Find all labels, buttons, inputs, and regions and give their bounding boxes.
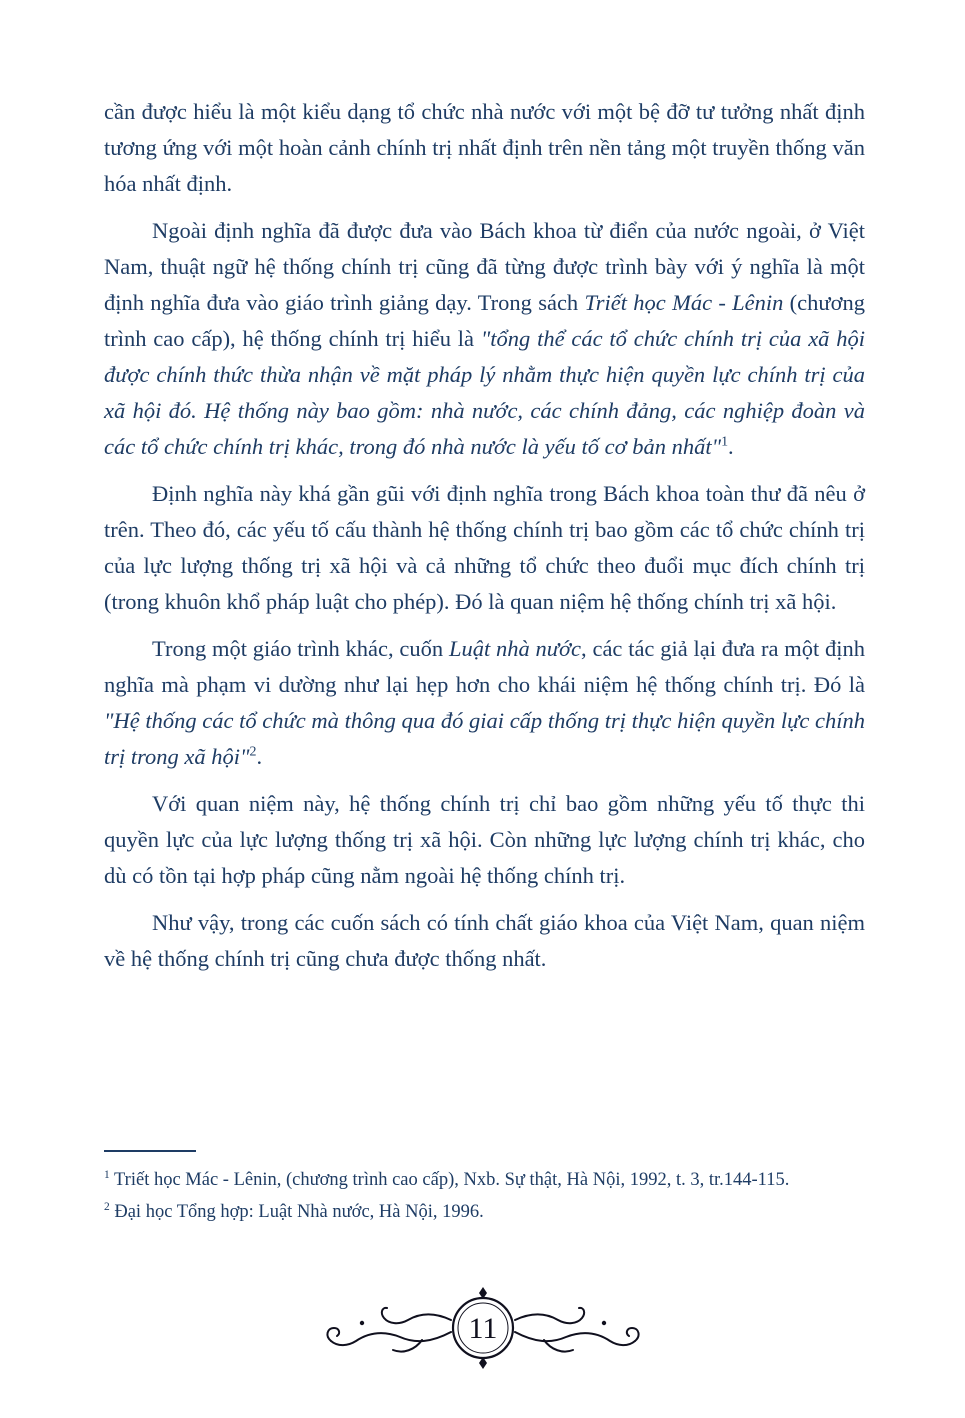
footnote-section xyxy=(104,1150,865,1230)
paragraph: Với quan niệm này, hệ thống chính trị chỉ bao gồm những yếu tố thực thi quyền lực của lực lượng thống trị xã hội. Còn những lực lượng chính trị khác, cho dù có tồn tại hợp pháp cũng nằm ngoài hệ thống chính trị. xyxy=(104,791,865,888)
body-text xyxy=(104,94,865,988)
footnote-marker: 2 xyxy=(104,1200,110,1213)
page-number: 11 xyxy=(468,1312,497,1345)
paragraph: Trong một giáo trình khác, cuốn Luật nhà nước, các tác giả lại đưa ra một định nghĩa mà phạm vi dường như lại hẹp hơn cho khái niệm hệ thống chính trị. Đó là "Hệ thống các tổ chức mà thông qua đó giai cấp thống trị thực hiện quyền lực chính trị trong xã hội"$^2$. xyxy=(104,636,865,769)
footnotes xyxy=(104,1166,865,1227)
footnote: $^1$ Triết học Mác - Lênin, (chương trình cao cấp), Nxb. Sự thật, Hà Nội, 1992, t. 3, tr.144-115. xyxy=(104,1168,790,1190)
footnote-divider xyxy=(104,1150,196,1152)
ornament-flourish xyxy=(318,1280,648,1376)
right-flourish xyxy=(515,1308,639,1352)
paragraph: Như vậy, trong các cuốn sách có tính chất giáo khoa của Việt Nam, quan niệm về hệ thống chính trị cũng chưa được thống nhất. xyxy=(104,910,865,971)
left-flourish xyxy=(327,1308,451,1352)
footnote-marker: 1 xyxy=(104,1168,110,1181)
page-footer xyxy=(0,1280,965,1376)
paragraph: Định nghĩa này khá gần gũi với định nghĩa trong Bách khoa toàn thư đã nêu ở trên. Theo đó, các yếu tố cấu thành hệ thống chính trị bao gồm các tổ chức chính trị của lực lượng thống trị xã hội và cả những tổ chức theo đuổi mục đích chính trị (trong khuôn khổ pháp luật cho phép). Đó là quan niệm hệ thống chính trị xã hội. xyxy=(104,481,865,614)
footnote: $^2$ Đại học Tổng hợp: Luật Nhà nước, Hà Nội, 1996. xyxy=(104,1200,484,1222)
paragraph: cần được hiểu là một kiểu dạng tổ chức nhà nước với một bệ đỡ tư tưởng nhất định tương ứng với một hoàn cảnh chính trị nhất định trên nền tảng một truyền thống văn hóa nhất định. xyxy=(104,99,865,196)
paragraph: Ngoài định nghĩa đã được đưa vào Bách khoa từ điển của nước ngoài, ở Việt Nam, thuật ngữ hệ thống chính trị cũng đã từng được trình bày với ý nghĩa là một định nghĩa đưa vào giáo trình giảng dạy. Trong sách Triết học Mác - Lênin (chương trình cao cấp), hệ thống chính trị hiểu là "tổng thể các tổ chức chính trị của xã hội được chính thức thừa nhận về mặt pháp lý nhằm thực hiện quyền lực chính trị của xã hội đó. Hệ thống này bao gồm: nhà nước, các chính đảng, các nghiệp đoàn và các tổ chức chính trị khác, trong đó nhà nước là yếu tố cơ bản nhất"$^1$. xyxy=(104,218,866,459)
